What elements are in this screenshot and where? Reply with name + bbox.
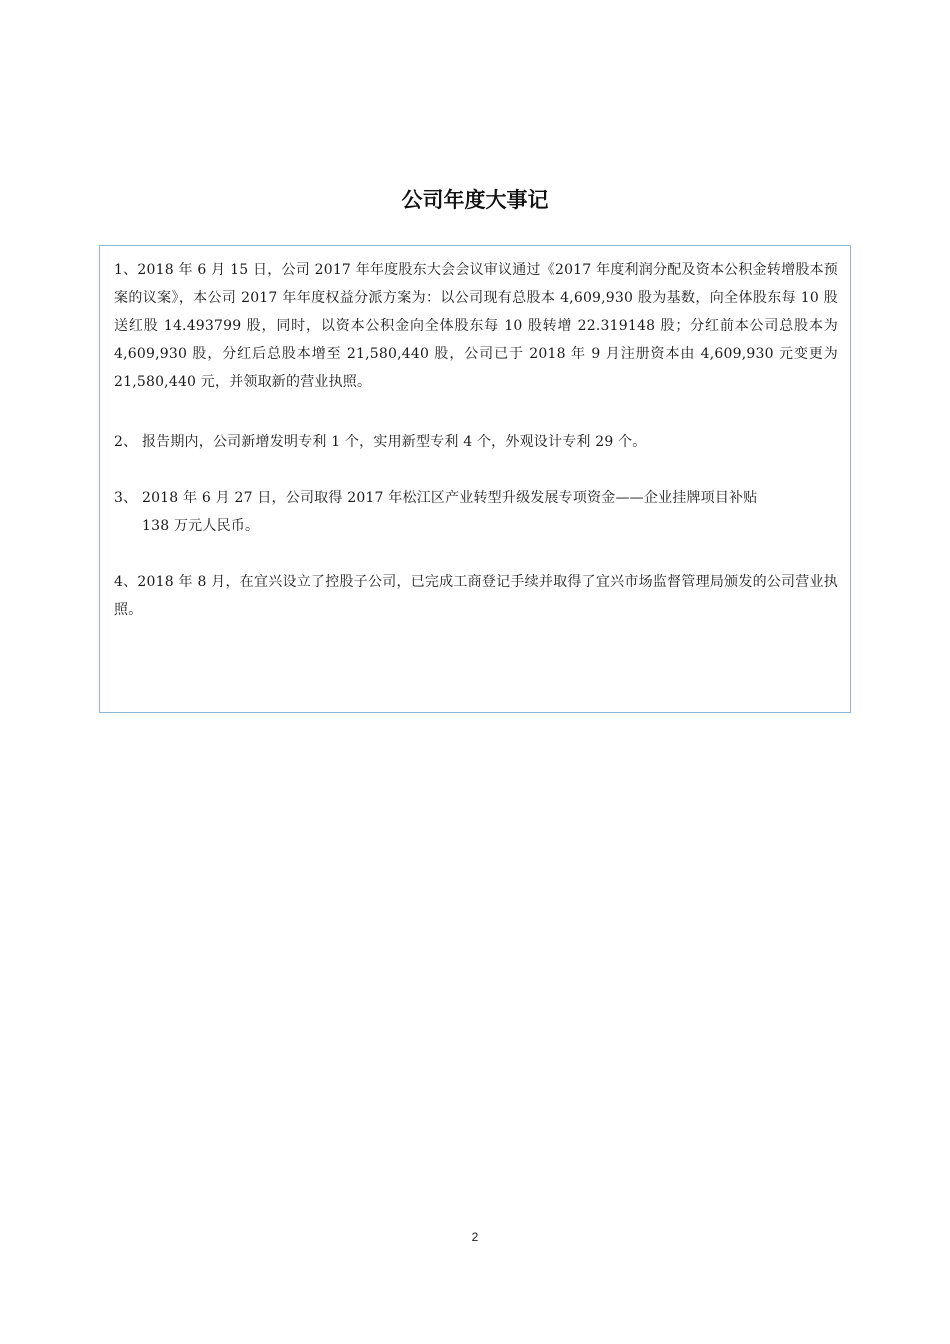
page-title: 公司年度大事记 [401, 188, 549, 212]
event-item-1: 1、2018 年 6 月 15 日，公司 2017 年年度股东大会会议审议通过《2017 年度利润分配及资本公积金转增股本预案的议案》，本公司 2017 年年度权益分派方案为：以公司现有总股本 4,609,930 股为基数，向全体股东每 10 股送红股 14.493799 股，同时，以资本公积金向全体股东每 10 股转增 22.319148 股；分红前本公司总股本为 4,609,930 股，分红后总股本增至 21,580,440 股，公司已于 2018 年 9 月注册资本由 4,609,930 元变更为 21,580,440 元，并领取新的营业执照。 [114, 262, 838, 390]
event-item-3-continuation: 138 万元人民币。 [142, 518, 260, 534]
event-item-4: 4、2018 年 8 月，在宜兴设立了控股子公司，已完成工商登记手续并取得了宜兴市场监督管理局颁发的公司营业执照。 [114, 574, 838, 618]
event-item-3-first-line: 3、 2018 年 6 月 27 日，公司取得 2017 年松江区产业转型升级发展专项资金——企业挂牌项目补贴 [114, 490, 758, 506]
event-item-2: 2、 报告期内，公司新增发明专利 1 个，实用新型专利 4 个，外观设计专利 29 个。 [114, 434, 647, 450]
page-number: 2 [471, 1230, 479, 1244]
event-item-3 [114, 484, 838, 540]
events-box [99, 245, 851, 713]
